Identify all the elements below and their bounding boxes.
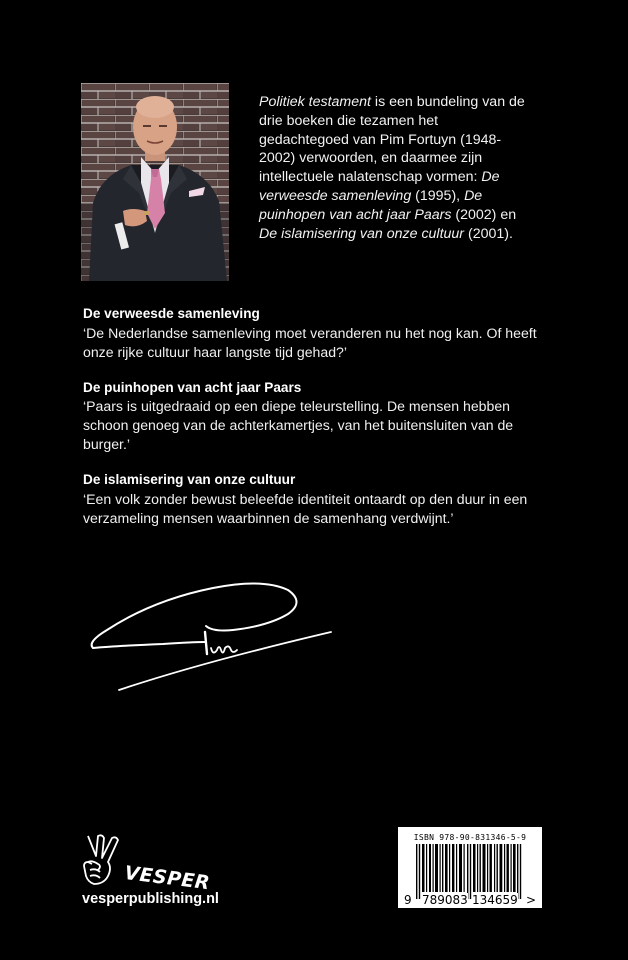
isbn-label: ISBN 978-90-831346-5-9 xyxy=(413,833,527,842)
signature xyxy=(83,570,343,705)
barcode-quiet-zone-marker: > xyxy=(526,893,537,907)
barcode-bars xyxy=(416,844,526,899)
intro-text: is een bundeling van de drie boeken die tezamen het gedachtegoed van Pim Fortuyn (1948-2002) verwoorden, en daarmee zijn intellectuele nalatenschap vormen: xyxy=(259,94,525,186)
section-title: De puinhopen van acht jaar Paars xyxy=(83,379,302,395)
intro-title-italic: Politiek testament xyxy=(259,94,371,110)
section-quote: ‘Een volk zonder bewust beleefde identiteit ontaardt op den duur in een verzameling mensen waarbinnen de samenhang verdwijnt.’ xyxy=(83,490,528,526)
peace-hand-icon xyxy=(82,832,126,893)
author-photo xyxy=(81,83,229,281)
book-section xyxy=(83,305,553,362)
book-sections xyxy=(83,305,553,545)
isbn-barcode xyxy=(398,827,542,908)
section-title: De islamisering van onze cultuur xyxy=(83,472,296,487)
intro-book-3: De islamisering van onze cultuur xyxy=(259,225,465,242)
book-section xyxy=(83,471,553,528)
book-section xyxy=(83,379,553,455)
barcode-digits-left: 789083 xyxy=(422,893,468,907)
intro-book-1: De verweesde samenleving xyxy=(259,169,500,204)
section-quote: ‘Paars is uitgedraaid op een diepe teleurstelling. De mensen hebben schoon genoeg van de achterkamertjes, van het buitensluiten van de burger.’ xyxy=(83,398,514,452)
intro-text: (1995), xyxy=(411,187,465,204)
intro-book-2: De puinhopen van acht jaar Paars xyxy=(259,187,483,223)
publisher-name: VESPER xyxy=(123,862,212,895)
intro-paragraph xyxy=(259,93,529,243)
section-title: De verweesde samenleving xyxy=(83,306,260,321)
intro-text: (2002) en xyxy=(451,206,517,223)
section-quote: ‘De Nederlandse samenleving moet veranderen nu het nog kan. Of heeft onze rijke cultuur haar langste tijd gehad?’ xyxy=(83,324,537,360)
intro-text: (2001). xyxy=(464,225,513,242)
barcode-digit-first: 9 xyxy=(404,893,412,907)
barcode-digits-right: 134659 xyxy=(472,893,518,907)
publisher-website[interactable]: vesperpublishing.nl xyxy=(82,891,219,907)
